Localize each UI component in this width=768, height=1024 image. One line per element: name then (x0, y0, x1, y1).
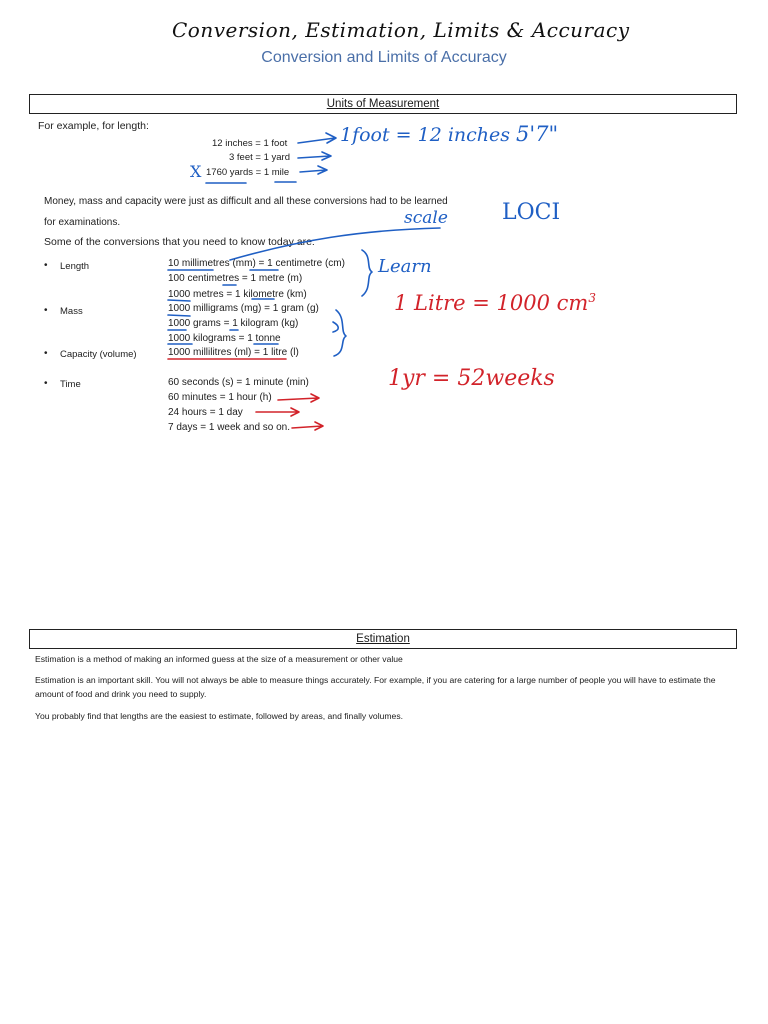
units-paragraph-line2: for examinations. (44, 217, 121, 228)
cross-mark: X (190, 162, 202, 181)
note-loci: LOCI (502, 200, 561, 225)
time-item: 60 minutes = 1 hour (h) (168, 392, 272, 403)
note-litre-sup: 3 (588, 291, 596, 305)
estimation-heading-text: Estimation (356, 633, 410, 645)
time-item: 24 hours = 1 day (168, 407, 243, 418)
bullet-time: • (44, 378, 48, 389)
estimation-paragraph-2: Estimation is an important skill. You will not always be able to measure things accurately. For example, if you are catering for a large number of people you will have to estimate the amount of food and drink you need to supply. (35, 675, 716, 699)
note-scale: scale (404, 208, 448, 228)
bullet-length: • (44, 260, 48, 271)
handwritten-title: Conversion, Estimation, Limits & Accuracy (172, 18, 630, 42)
units-paragraph-line1: Money, mass and capacity were just as difficult and all these conversions had to be learned (44, 196, 448, 207)
length-item: 1000 metres = 1 kilometre (km) (168, 289, 307, 300)
mass-item: 1000 grams = 1 kilogram (kg) (168, 318, 299, 329)
capacity-item: 1000 millilitres (ml) = 1 litre (l) (168, 347, 299, 358)
example-yards-mile: 1760 yards = 1 mile (206, 167, 290, 178)
mass-item: 1000 milligrams (mg) = 1 gram (g) (168, 303, 319, 314)
note-height: 5'7" (516, 122, 559, 146)
time-item: 60 seconds (s) = 1 minute (min) (168, 377, 309, 388)
bullet-capacity: • (44, 348, 48, 359)
time-item: 7 days = 1 week and so on. (168, 422, 291, 433)
group-label-capacity: Capacity (volume) (60, 349, 137, 360)
units-heading-text: Units of Measurement (326, 98, 440, 110)
note-litre (394, 292, 596, 314)
length-item: 10 millimetres (mm) = 1 centimetre (cm) (168, 258, 345, 269)
note-litre-text: 1 Litre = 1000 cm (394, 291, 589, 315)
group-label-length: Length (60, 261, 90, 272)
estimation-paragraph-3: You probably find that lengths are the easiest to estimate, followed by areas, and finally volumes. (35, 711, 403, 721)
bullet-mass: • (44, 305, 48, 316)
note-foot-inches: 1foot = 12 inches (340, 124, 511, 146)
units-section-heading (29, 94, 737, 114)
group-label-mass: Mass (60, 306, 83, 317)
estimation-paragraph-1: Estimation is a method of making an informed guess at the size of a measurement or other value (35, 654, 403, 664)
mass-item: 1000 kilograms = 1 tonne (168, 333, 281, 344)
example-inches-foot: 12 inches = 1 foot (212, 138, 288, 149)
units-today: Some of the conversions that you need to know today are: (44, 236, 315, 248)
group-label-time: Time (60, 379, 81, 390)
units-intro: For example, for length: (38, 120, 149, 132)
example-feet-yard: 3 feet = 1 yard (229, 152, 290, 163)
length-item: 100 centimetres = 1 metre (m) (168, 273, 303, 284)
note-year: 1yr = 52weeks (388, 366, 555, 391)
note-learn: Learn (378, 256, 432, 277)
estimation-section-heading (29, 629, 737, 649)
page-subtitle: Conversion and Limits of Accuracy (261, 49, 507, 66)
